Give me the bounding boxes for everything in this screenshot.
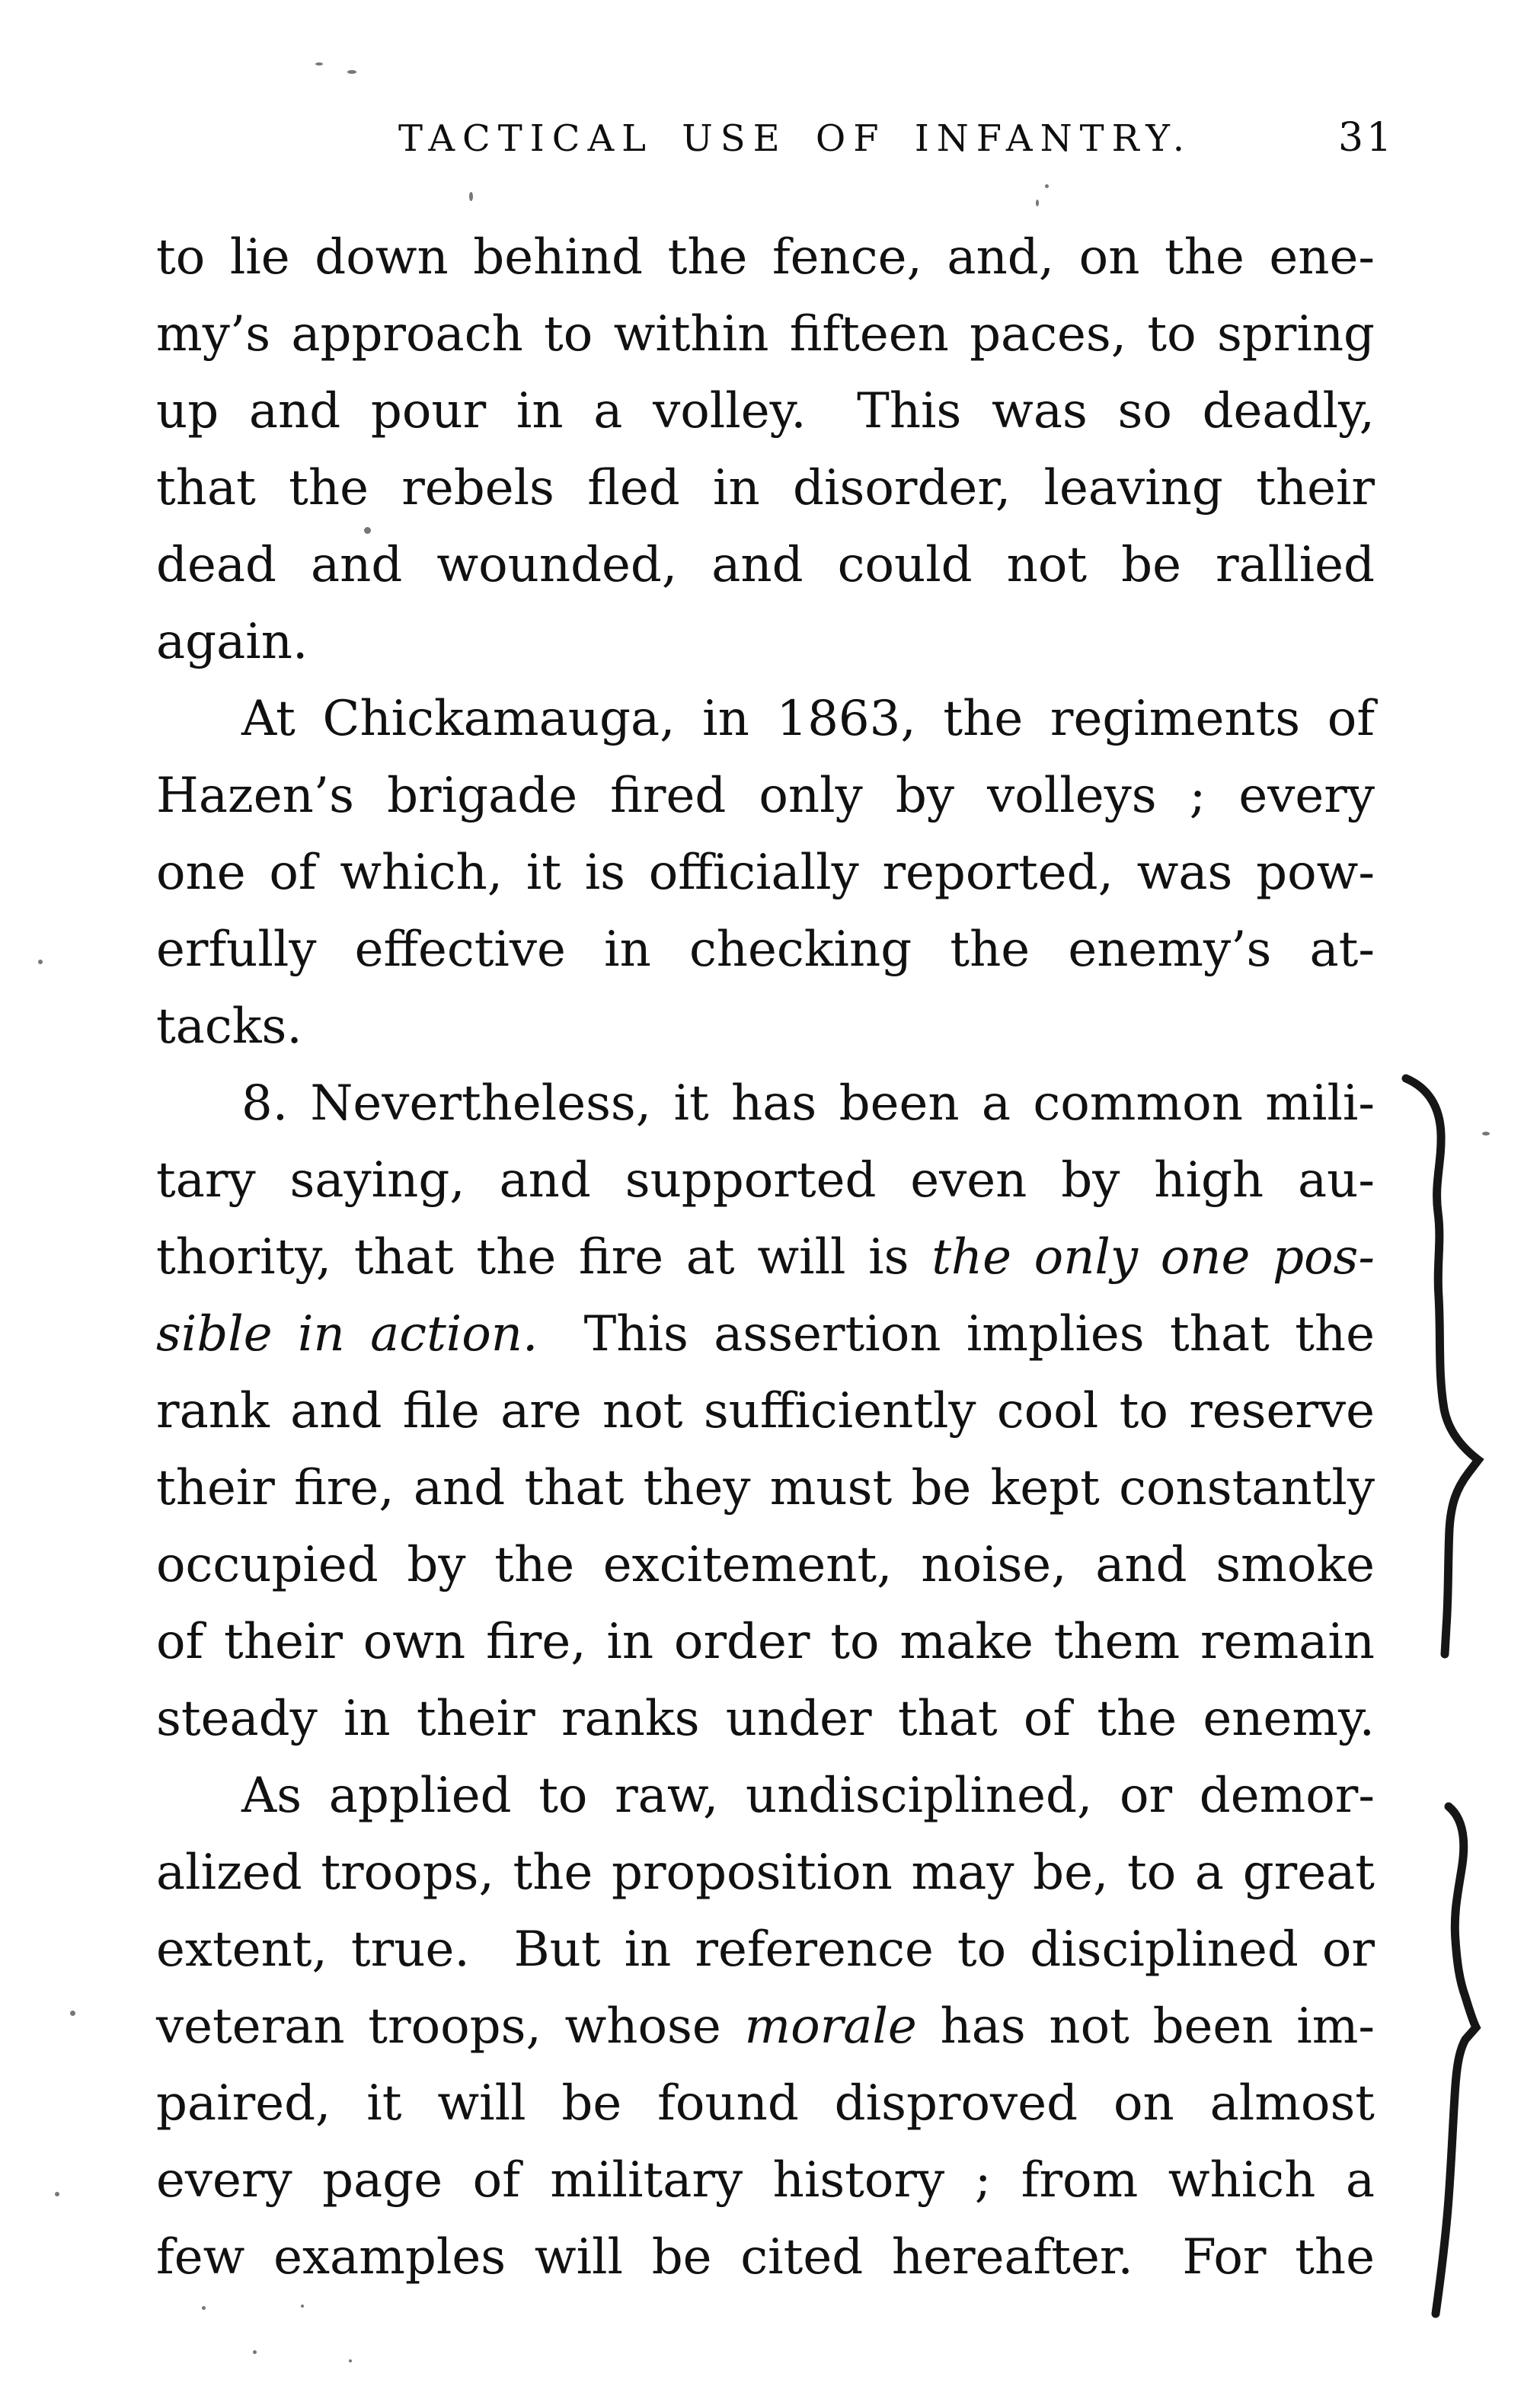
text-line (156, 1681, 1375, 1758)
text-segment: every page of military history ; from which a (156, 2152, 1375, 2209)
scan-speck (364, 527, 371, 534)
text-line (156, 450, 1375, 527)
scan-speck (301, 2305, 304, 2308)
sentence-gap (470, 1965, 490, 1966)
italic-text: morale (744, 1998, 917, 2055)
text-line (156, 296, 1375, 373)
italic-text: the only one pos- (931, 1229, 1375, 1286)
text-line (156, 1065, 1375, 1142)
running-header (0, 115, 1540, 165)
page-number: 31 (1338, 115, 1395, 161)
text-segment: has not been im- (916, 1998, 1375, 2055)
text-segment: veteran troops, whose (156, 1998, 745, 2055)
margin-brace-upper-icon (1406, 1078, 1478, 1654)
text-segment: This assertion implies that the (558, 1306, 1375, 1362)
text-segment: For the (1153, 2229, 1375, 2286)
text-segment: Hazen’s brigade fired only by volleys ; every (156, 768, 1375, 824)
text-line (156, 1450, 1375, 1527)
text-line (156, 1296, 1375, 1373)
text-line (156, 1142, 1375, 1219)
text-line (156, 527, 1375, 604)
text-line (156, 1758, 1375, 1835)
text-line (156, 1219, 1375, 1296)
text-line (156, 1373, 1375, 1450)
text-segment: tary saying, and supported even by high au- (156, 1152, 1375, 1209)
scan-speck (315, 62, 323, 65)
text-line (156, 1527, 1375, 1604)
scan-speck (38, 960, 43, 964)
paragraph (156, 1758, 1375, 2296)
text-segment: of their own fire, in order to make them remain (156, 1614, 1375, 1670)
text-segment: to lie down behind the fence, and, on the ene- (156, 229, 1375, 286)
text-segment: This was so deadly, (826, 383, 1375, 439)
text-segment: dead and wounded, and could not be rallied (156, 537, 1375, 593)
text-segment: alized troops, the proposition may be, to a great (156, 1845, 1375, 1901)
scan-speck (202, 2306, 206, 2310)
body-text (156, 219, 1375, 2296)
scan-speck (349, 2359, 352, 2362)
text-segment: that the rebels fled in disorder, leaving their (156, 460, 1375, 516)
scan-speck (469, 192, 473, 201)
paragraph (156, 1065, 1375, 1758)
scan-speck (347, 70, 356, 74)
text-line (156, 604, 1375, 681)
text-line (156, 2142, 1375, 2219)
text-segment: paired, it will be found disproved on almost (156, 2075, 1375, 2132)
text-line (156, 2065, 1375, 2142)
text-line (156, 835, 1375, 912)
scan-speck (1482, 1132, 1490, 1136)
text-line (156, 1912, 1375, 1989)
text-segment: extent, true. (156, 1921, 470, 1978)
text-line (156, 373, 1375, 450)
scan-speck (1036, 200, 1039, 206)
italic-text: sible in action. (156, 1306, 538, 1362)
scan-speck (253, 2350, 257, 2354)
text-segment: rank and file are not sufficiently cool to reserve (156, 1383, 1375, 1439)
text-segment: my’s approach to within fifteen paces, to spring (156, 306, 1375, 363)
text-segment: occupied by the excitement, noise, and smoke (156, 1537, 1375, 1593)
text-segment: up and pour in a volley. (156, 383, 807, 439)
text-segment: one of which, it is officially reported, was pow- (156, 845, 1375, 901)
text-line (156, 681, 1375, 758)
text-line (156, 758, 1375, 835)
text-segment: As applied to raw, undisciplined, or demor- (241, 1768, 1375, 1824)
scan-speck (1045, 184, 1049, 188)
scan-speck (55, 2192, 59, 2196)
text-line (156, 1835, 1375, 1912)
text-segment: few examples will be cited hereafter. (156, 2229, 1133, 2286)
sentence-gap (807, 426, 827, 427)
text-line (156, 989, 1375, 1065)
text-segment: steady in their ranks under that of the enemy. (156, 1691, 1375, 1747)
text-segment: At Chickamauga, in 1863, the regiments of (241, 691, 1375, 747)
paragraph (156, 681, 1375, 1065)
text-segment: thority, that the fire at will is (156, 1229, 932, 1286)
text-segment: But in reference to disciplined or (490, 1921, 1375, 1978)
text-line (156, 912, 1375, 989)
text-line (156, 1989, 1375, 2065)
text-segment: again. (156, 614, 308, 670)
margin-brace-lower-icon (1436, 1806, 1476, 2314)
text-segment: tacks. (156, 998, 302, 1055)
text-line (156, 2219, 1375, 2296)
paragraph (156, 219, 1375, 681)
text-line (156, 219, 1375, 296)
page-title: TACTICAL USE OF INFANTRY. (398, 117, 1193, 160)
scan-speck (70, 2011, 75, 2016)
text-segment: erfully effective in checking the enemy’s at- (156, 922, 1375, 978)
text-segment: their fire, and that they must be kept constantly (156, 1460, 1375, 1516)
text-segment: 8. Nevertheless, it has been a common mili- (241, 1075, 1375, 1132)
text-line (156, 1604, 1375, 1681)
